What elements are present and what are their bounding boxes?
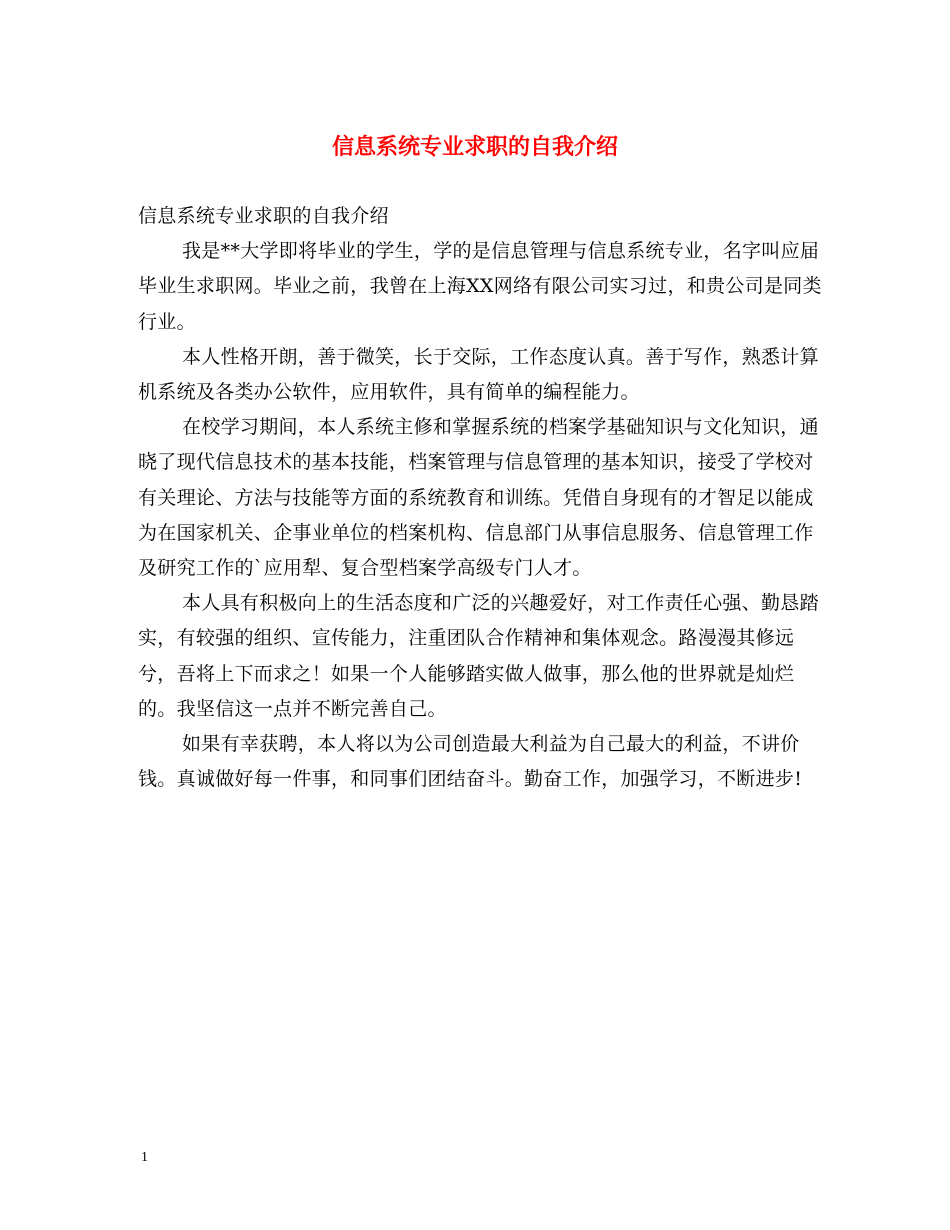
page-number: 1 [141, 1150, 148, 1165]
paragraph-3: 在校学习期间，本人系统主修和掌握系统的档案学基础知识与文化知识，通晓了现代信息技术的基本技能，档案管理与信息管理的基本知识，接受了学校对有关理论、方法与技能等方面的系统教育和训练。凭借自身现有的才智足以能成为在国家机关、企事业单位的档案机构、信息部门从事信息服务、信息管理工作及研究工作的`应用犁、复合型档案学高级专门人才。 [138, 416, 819, 580]
paragraph-5: 如果有幸获聘，本人将以为公司创造最大利益为自己最大的利益，不讲价钱。真诚做好每一件事，和同事们团结奋斗。勤奋工作，加强学习，不断进步! [138, 733, 803, 791]
body-heading: 信息系统专业求职的自我介绍 [138, 205, 389, 227]
document-body [138, 199, 824, 797]
paragraph-4: 本人具有积极向上的生活态度和广泛的兴趣爱好，对工作责任心强、勤恳踏实，有较强的组织、宣传能力，注重团队合作精神和集体观念。路漫漫其修远兮，吾将上下而求之！如果一个人能够踏实做人做事，那么他的世界就是灿烂的。我坚信这一点并不断完善自己。 [138, 592, 819, 720]
paragraph-1: 我是**大学即将毕业的学生，学的是信息管理与信息系统专业，名字叫应届毕业生求职网。毕业之前，我曾在上海XX网络有限公司实习过，和贵公司是同类行业。 [138, 240, 822, 333]
paragraph-2: 本人性格开朗，善于微笑，长于交际，工作态度认真。善于写作，熟悉计算机系统及各类办公软件，应用软件，具有简单的编程能力。 [138, 345, 819, 404]
document-title: 信息系统专业求职的自我介绍 [331, 135, 618, 160]
